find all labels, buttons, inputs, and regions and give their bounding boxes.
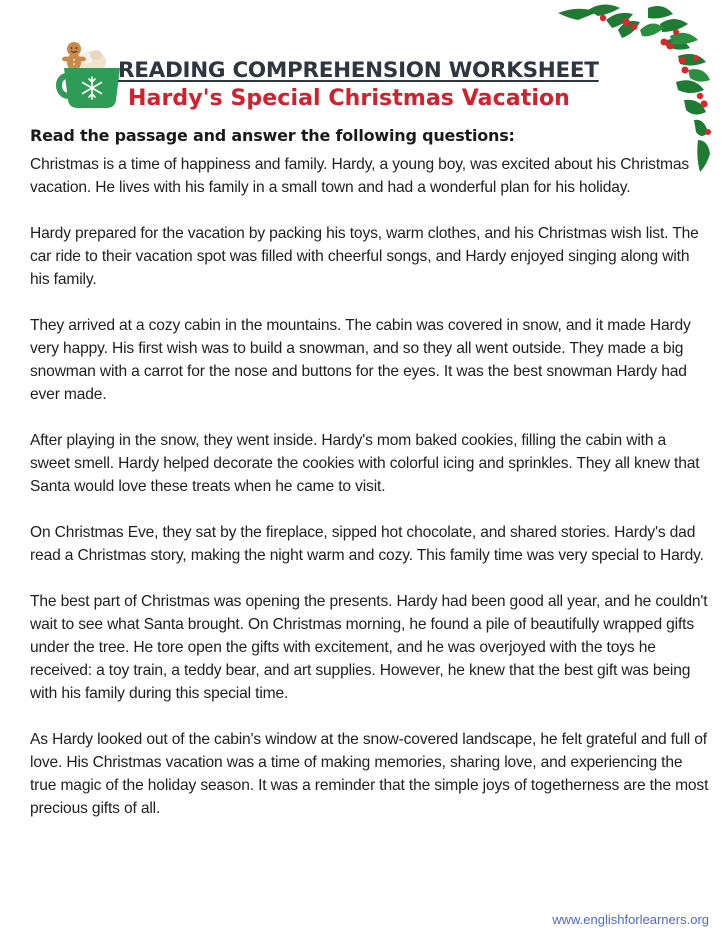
worksheet-title: READING COMPREHENSION WORKSHEET	[118, 58, 599, 83]
instructions: Read the passage and answer the following questions:	[30, 126, 515, 145]
hot-cocoa-mug-icon	[56, 40, 122, 110]
story-title: Hardy's Special Christmas Vacation	[128, 86, 570, 111]
passage-paragraph-7: As Hardy looked out of the cabin's window at the snow-covered landscape, he felt grateful and full of love. His Christmas vacation was a time of making memories, sharing love, and experiencing the true magic of the holiday season. It was a reminder that the simple joys of togetherness are the most precious gifts of all.	[30, 731, 709, 817]
passage-paragraph-4: After playing in the snow, they went inside. Hardy's mom baked cookies, filling the cabin with a sweet smell. Hardy helped decorate the cookies with colorful icing and sprinkles. They all knew that Santa would love these treats when he came to visit.	[30, 432, 700, 495]
passage-paragraph-5: On Christmas Eve, they sat by the fireplace, sipped hot chocolate, and shared stories. Hardy's dad read a Christmas story, making the night warm and cozy. This family time was very special to Hardy.	[30, 524, 704, 564]
passage-paragraph-6: The best part of Christmas was opening the presents. Hardy had been good all year, and he couldn't wait to see what Santa brought. On Christmas morning, he found a pile of beautifully wrapped gifts under the tree. He tore open the gifts with excitement, and he was overjoyed with the toys he received: a toy train, a teddy bear, and art supplies. However, he knew that the best gift was being with his family during this special time.	[30, 593, 708, 702]
passage-paragraph-1: Christmas is a time of happiness and family. Hardy, a young boy, was excited about his Christmas vacation. He lives with his family in a small town and had a wonderful plan for his holiday.	[30, 156, 690, 196]
website-link[interactable]: www.englishforlearners.org	[552, 912, 709, 927]
passage-paragraph-3: They arrived at a cozy cabin in the mountains. The cabin was covered in snow, and it made Hardy very happy. His first wish was to build a snowman, and so they all went outside. They made a big snowman with a carrot for the nose and buttons for the eyes. It was the best snowman Hardy had ever made.	[30, 317, 691, 403]
reading-passage	[30, 153, 710, 843]
passage-paragraph-2: Hardy prepared for the vacation by packing his toys, warm clothes, and his Christmas wish list. The car ride to their vacation spot was filled with cheerful songs, and Hardy enjoyed singing along with his family.	[30, 225, 699, 288]
worksheet-header	[0, 0, 728, 125]
